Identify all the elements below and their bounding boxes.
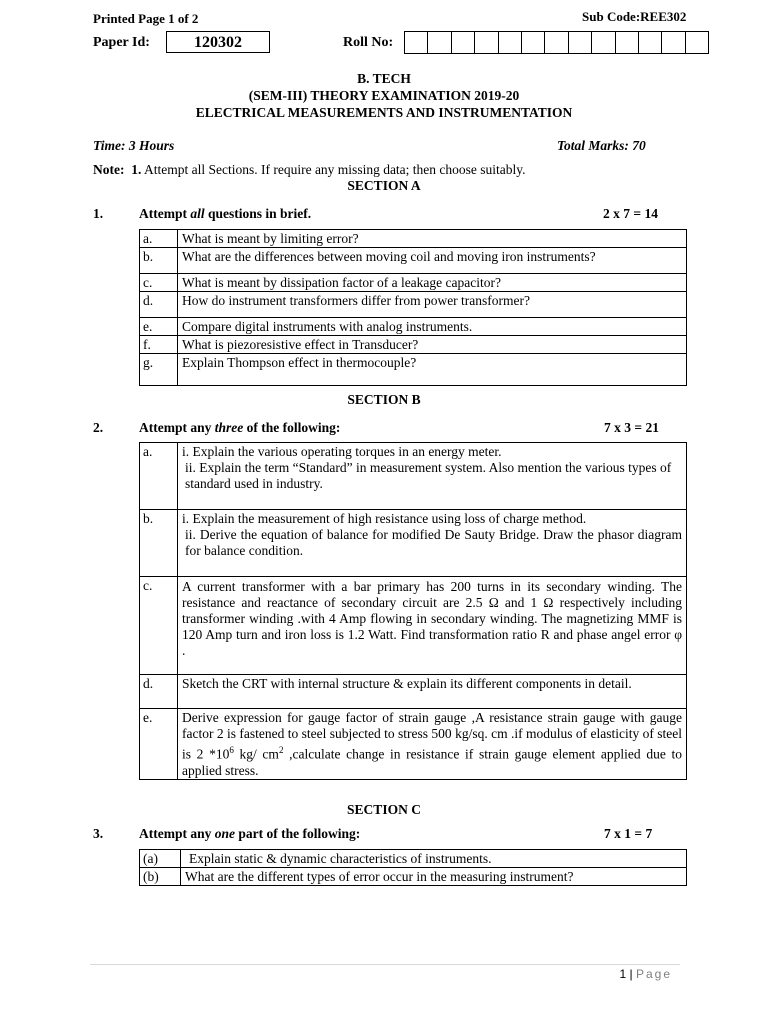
question-text: What is meant by limiting error? [178, 230, 687, 248]
question-text: What are the differences between moving coil and moving iron instruments? [178, 248, 687, 274]
section-c-heading: SECTION C [347, 802, 421, 817]
paper-id-label: Paper Id: [93, 35, 150, 50]
table-row: g. Explain Thompson effect in thermocouple? [140, 354, 687, 386]
q1-marks: 2 x 7 = 14 [603, 206, 658, 221]
q2-number: 2. [93, 420, 104, 435]
q2-marks: 7 x 3 = 21 [604, 420, 659, 435]
question-text: i. Explain the measurement of high resistance using loss of charge method. ii. Derive the equation of balance for modified De Sauty Bridge. Draw the phasor diagram for balance condition. [178, 510, 687, 577]
question-text: What is piezoresistive effect in Transducer? [178, 336, 687, 354]
table-row: b. i. Explain the measurement of high resistance using loss of charge method. ii. Derive the equation of balance for modified De Sauty Bridge. Draw the phasor diagram for balance condition. [140, 510, 687, 577]
title-line-3: ELECTRICAL MEASUREMENTS AND INSTRUMENTATION [195, 105, 573, 120]
q3-instruction: Attempt any one part of the following: [139, 826, 361, 841]
question-text: Compare digital instruments with analog instruments. [178, 318, 687, 336]
roll-no-boxes [404, 31, 709, 54]
table-row: d. Sketch the CRT with internal structure & explain its different components in detail. [140, 675, 687, 709]
table-row: a. i. Explain the various operating torques in an energy meter. ii. Explain the term “Standard” in measurement system. Also mention the various types of standard used in industry. [140, 443, 687, 510]
printed-page: Printed Page 1 of 2 [93, 11, 199, 26]
question-text: i. Explain the various operating torques in an energy meter. ii. Explain the term “Standard” in measurement system. Also mention the various types of standard used in industry. [178, 443, 687, 510]
total-marks: Total Marks: 70 [557, 138, 646, 153]
section-b-table [139, 442, 687, 780]
title-line-1: B. TECH [357, 71, 411, 86]
question-text: Explain static & dynamic characteristics of instruments. [181, 850, 687, 868]
section-b-heading: SECTION B [347, 392, 421, 407]
table-row: a. What is meant by limiting error? [140, 230, 687, 248]
sub-code: Sub Code:REE302 [582, 9, 687, 24]
table-row: e. Compare digital instruments with analog instruments. [140, 318, 687, 336]
q3-marks: 7 x 1 = 7 [604, 826, 653, 841]
q1-instruction: Attempt all questions in brief. [139, 206, 312, 221]
question-text: Explain Thompson effect in thermocouple? [178, 354, 687, 386]
question-text: What is meant by dissipation factor of a leakage capacitor? [178, 274, 687, 292]
question-text: How do instrument transformers differ from power transformer? [178, 292, 687, 318]
q2-instruction: Attempt any three of the following: [139, 420, 341, 435]
paper-id-box: 120302 [166, 31, 270, 53]
q3-number: 3. [93, 826, 104, 841]
page-footer: 1 | Page [619, 967, 672, 981]
table-row: b. What are the differences between moving coil and moving iron instruments? [140, 248, 687, 274]
footer-divider [90, 964, 680, 965]
table-row: c. What is meant by dissipation factor of a leakage capacitor? [140, 274, 687, 292]
exam-time: Time: 3 Hours [93, 138, 175, 153]
section-c-table [139, 849, 687, 886]
note-num: 1. [131, 162, 142, 177]
q1-number: 1. [93, 206, 104, 221]
section-a-heading: SECTION A [347, 178, 421, 193]
title-line-2: (SEM-III) THEORY EXAMINATION 2019-20 [248, 88, 520, 103]
section-a-table [139, 229, 687, 386]
roll-no-label: Roll No: [343, 35, 394, 50]
note-label: Note: [93, 162, 125, 177]
table-row: e. Derive expression for gauge factor of strain gauge ,A resistance strain gauge with gauge factor 2 is fastened to steel subjected to stress 500 kg/sq. cm .if modulus of elasticity of steel is 2 $*10^6$ kg/ $cm^2$ ,calculate change in resistance if strain gauge element applied due to applied stress. [140, 709, 687, 780]
table-row: f. What is piezoresistive effect in Transducer? [140, 336, 687, 354]
question-text: Derive expression for gauge factor of strain gauge ,A resistance strain gauge with gauge factor 2 is fastened to steel subjected to stress 500 kg/sq. cm .if modulus of elasticity of steel is 2 $*10^6$ kg/ $cm^2$ ,calculate change in resistance if strain gauge element applied due to applied stress. [178, 709, 687, 780]
question-text: Sketch the CRT with internal structure & explain its different components in detail. [178, 675, 687, 709]
note-text: Attempt all Sections. If require any missing data; then choose suitably. [141, 162, 526, 177]
table-row: c. A current transformer with a bar primary has 200 turns in its secondary winding. The resistance and reactance of secondary circuit are 2.5 Ω and 1 Ω respectively including transformer winding .with 4 Amp flowing in secondary winding. The magnetizing MMF is 120 Amp turn and iron loss is 1.2 Watt. Find transformation ratio R and phase angel error φ . [140, 577, 687, 675]
table-row: d. How do instrument transformers differ from power transformer? [140, 292, 687, 318]
question-text: A current transformer with a bar primary has 200 turns in its secondary winding. The resistance and reactance of secondary circuit are 2.5 Ω and 1 Ω respectively including transformer winding .with 4 Amp flowing in secondary winding. The magnetizing MMF is 120 Amp turn and iron loss is 1.2 Watt. Find transformation ratio R and phase angel error φ . [178, 577, 687, 675]
question-text: What are the different types of error occur in the measuring instrument? [181, 868, 687, 886]
table-row: (b) What are the different types of error occur in the measuring instrument? [140, 868, 687, 886]
table-row: (a) Explain static & dynamic characteristics of instruments. [140, 850, 687, 868]
note [93, 162, 526, 178]
